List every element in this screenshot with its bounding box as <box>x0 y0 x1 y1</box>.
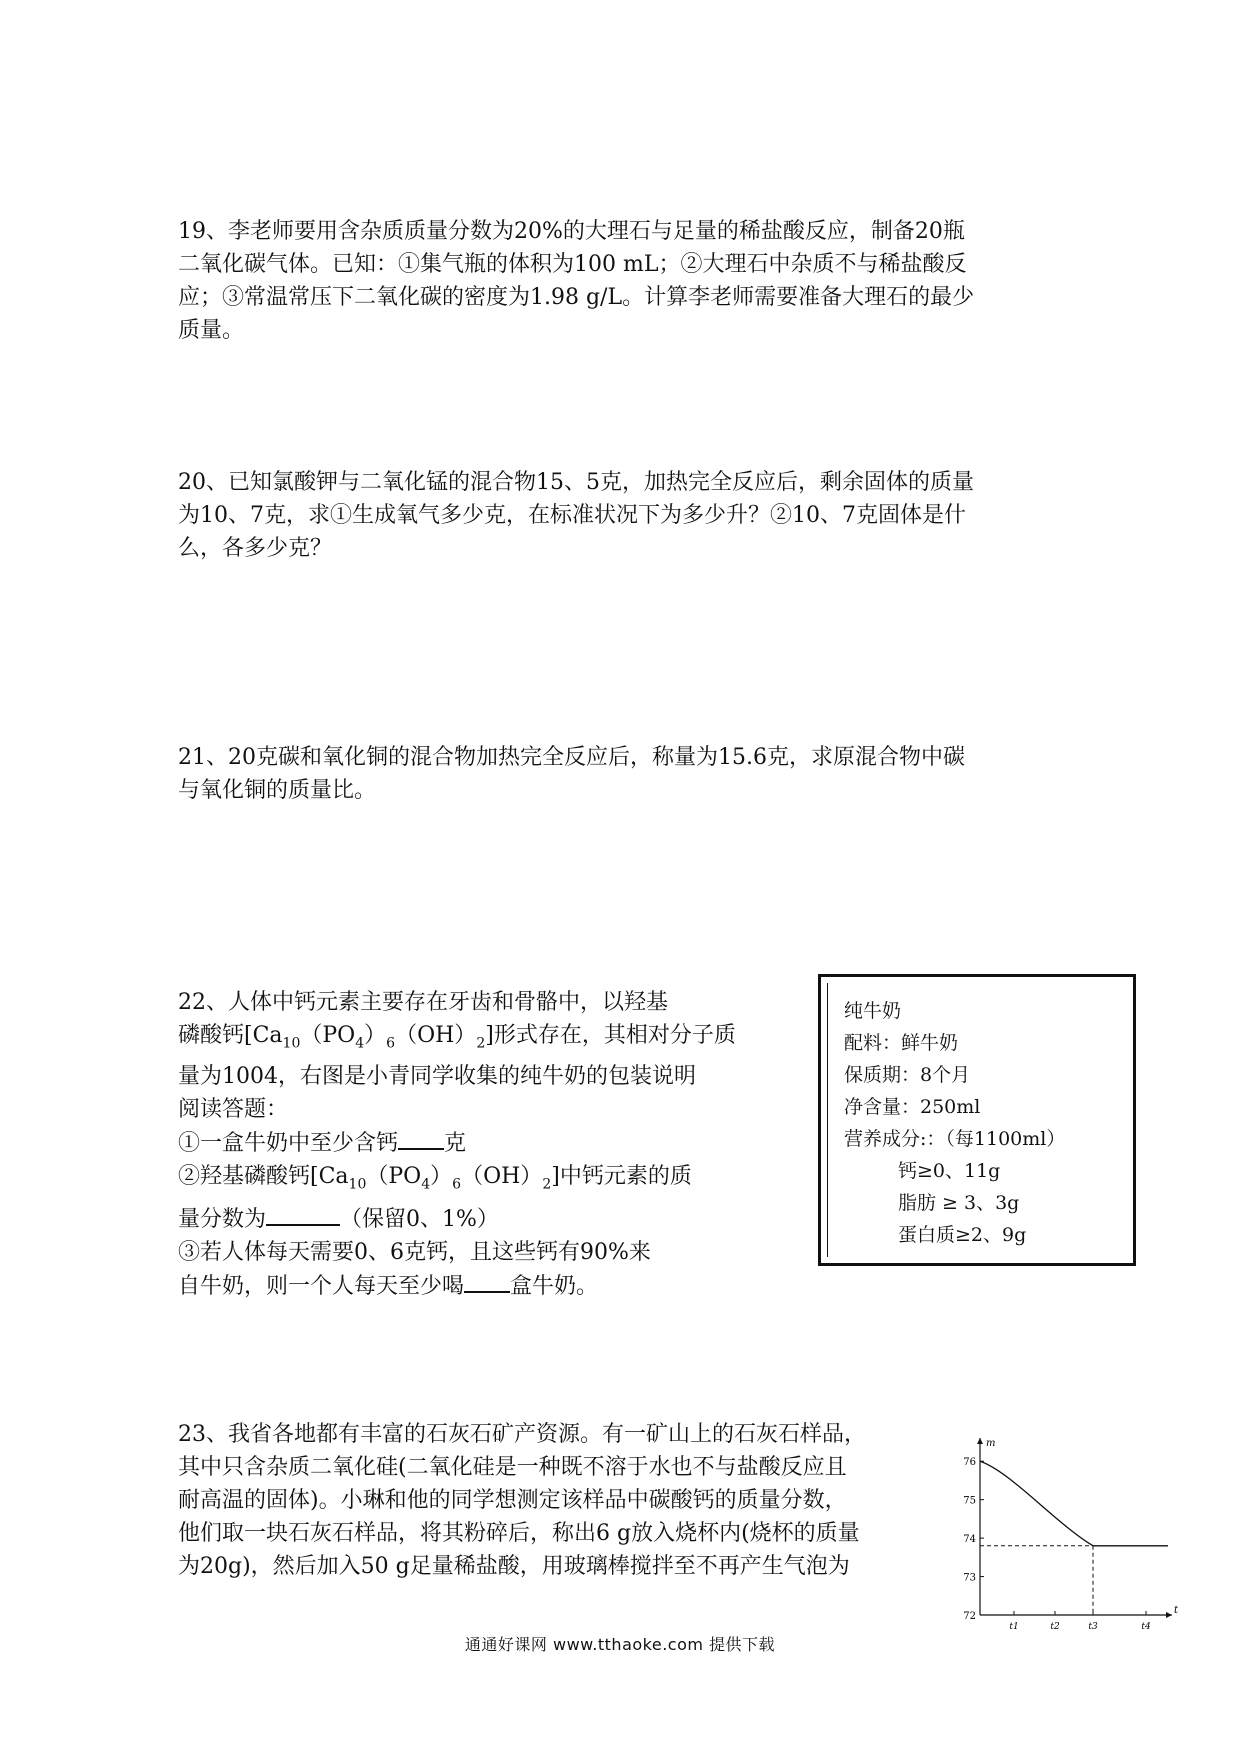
question-20 <box>178 466 1078 565</box>
milk-shelf-life: 保质期：8个月 <box>844 1064 971 1086</box>
q20-line: 20、已知氯酸钾与二氧化锰的混合物15、5克，加热完全反应后，剩余固体的质量 <box>178 470 974 495</box>
q22-item-1: ①一盒牛奶中至少含钙 克 <box>178 1126 798 1160</box>
x-axis-label: t <box>1174 1605 1179 1616</box>
question-23 <box>178 1418 958 1583</box>
q20-line: 为10、7克，求①生成氧气多少克，在标准状况下为多少升？②10、7克固体是什 <box>178 503 966 528</box>
q22-item-2-cont: 量分数为 （保留0、1%） <box>178 1202 798 1236</box>
q19-line: 二氧化碳气体。已知：①集气瓶的体积为100 mL；②大理石中杂质不与稀盐酸反 <box>178 252 967 277</box>
q22-line: 阅读答题： <box>178 1097 289 1123</box>
x-axis-arrow <box>1166 1612 1172 1618</box>
answer-blank[interactable] <box>266 1202 340 1226</box>
question-21 <box>178 741 1078 807</box>
milk-calcium: 钙≥0、11g <box>898 1160 1001 1182</box>
x-tick-label: t4 <box>1141 1622 1151 1632</box>
q23-line: 其中只含杂质二氧化硅(二氧化硅是一种既不溶于水也不与盐酸反应且 <box>178 1455 847 1480</box>
y-tick-label: 74 <box>963 1534 976 1546</box>
footer-source: 通通好课网 www.tthaoke.com 提供下载 <box>464 1635 776 1654</box>
q19-line: 应；③常温常压下二氧化碳的密度为1.98 g/L。计算李老师需要准备大理石的最少 <box>178 285 975 310</box>
answer-blank[interactable] <box>398 1126 444 1150</box>
milk-fat: 脂肪 ≥ 3、3g <box>898 1192 1020 1214</box>
milk-nutrition: 营养成分:：（每1100ml） <box>844 1128 1066 1150</box>
q22-item-3-cont: 自牛奶，则一个人每天至少喝 盒牛奶。 <box>178 1269 798 1303</box>
y-tick-label: 72 <box>963 1611 976 1622</box>
q23-line: 23、我省各地都有丰富的石灰石矿产资源。有一矿山上的石灰石样品， <box>178 1422 866 1447</box>
answer-blank[interactable] <box>464 1269 510 1293</box>
q22-item-2: ②羟基磷酸钙$[Ca_{10}(PO_4)_6(OH)_2]$中钙元素的质 <box>178 1164 692 1193</box>
milk-net-content: 净含量：250ml <box>844 1096 981 1118</box>
q22-item-3: ③若人体每天需要0、6克钙，且这些钙有90%来 <box>178 1239 651 1265</box>
x-tick-label: t3 <box>1088 1622 1098 1632</box>
q23-line: 耐高温的固体)。小琳和他的同学想测定该样品中碳酸钙的质量分数， <box>178 1488 847 1513</box>
x-tick-label: t2 <box>1050 1622 1060 1632</box>
q21-line: 与氧化铜的质量比。 <box>178 778 377 803</box>
milk-title: 纯牛奶 <box>844 1000 902 1022</box>
milk-label-box <box>818 974 1136 1266</box>
milk-label-content <box>827 983 1127 1257</box>
y-tick-label: 76 <box>963 1457 976 1469</box>
q22-line: 量为1004，右图是小青同学收集的纯牛奶的包装说明 <box>178 1064 696 1090</box>
y-axis-arrow <box>977 1438 983 1444</box>
milk-ingredients: 配料：鲜牛奶 <box>844 1032 959 1054</box>
q19-line: 19、李老师要用含杂质质量分数为20%的大理石与足量的稀盐酸反应，制备20瓶 <box>178 219 965 244</box>
q23-line: 他们取一块石灰石样品，将其粉碎后，称出6 g放入烧杯内(烧杯的质量 <box>178 1521 860 1546</box>
q20-line: 么，各多少克？ <box>178 536 333 561</box>
mass-time-graph <box>952 1430 1182 1640</box>
y-axis-label: m <box>986 1438 996 1449</box>
q21-line: 21、20克碳和氧化铜的混合物加热完全反应后，称量为15.6克，求原混合物中碳 <box>178 745 965 770</box>
milk-protein: 蛋白质≥2、9g <box>898 1224 1027 1246</box>
mass-curve <box>980 1461 1168 1546</box>
x-tick-label: t1 <box>1009 1622 1019 1632</box>
q19-line: 质量。 <box>178 318 245 343</box>
question-22 <box>178 986 798 1303</box>
y-tick-label: 73 <box>963 1572 976 1584</box>
q22-line: 磷酸钙$[Ca_{10}(PO_4)_6(OH)_2]$形式存在，其相对分子质 <box>178 1023 736 1052</box>
y-tick-label: 75 <box>963 1495 976 1507</box>
question-19 <box>178 215 1078 347</box>
q23-line: 为20g)，然后加入50 g足量稀盐酸，用玻璃棒搅拌至不再产生气泡为 <box>178 1554 850 1579</box>
q22-line: 22、人体中钙元素主要存在牙齿和骨骼中，以羟基 <box>178 990 668 1015</box>
